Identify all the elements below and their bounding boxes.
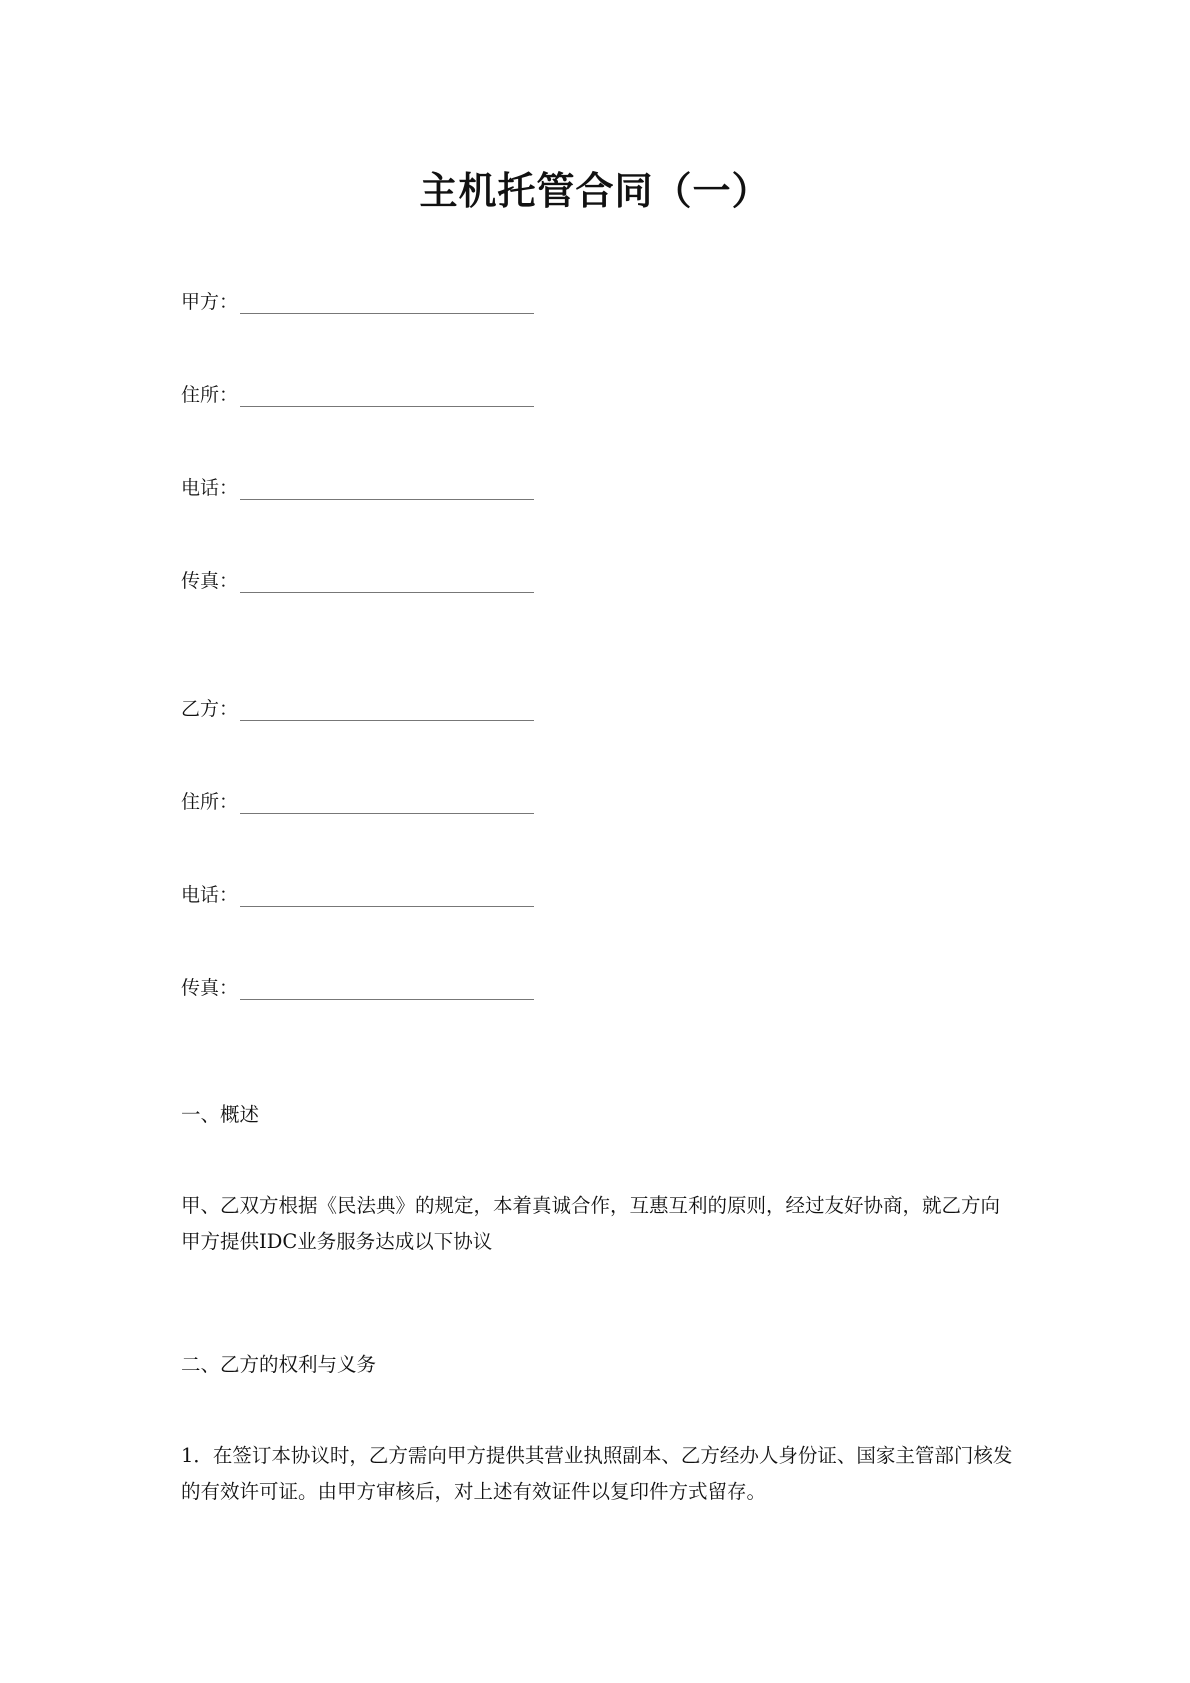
blank-line[interactable] xyxy=(240,481,534,500)
blank-line[interactable] xyxy=(240,295,534,314)
field-label: 乙方： xyxy=(181,698,239,720)
field-label: 住所： xyxy=(181,791,239,813)
blank-line[interactable] xyxy=(240,981,534,1000)
document-title: 主机托管合同（一） xyxy=(419,168,771,213)
section-heading-overview: 一、概述 xyxy=(181,1103,260,1126)
blank-line[interactable] xyxy=(240,574,534,593)
field-label: 传真： xyxy=(181,570,239,592)
field-label: 甲方： xyxy=(181,291,239,313)
party-a-address-field xyxy=(181,380,534,407)
section-paragraph: 1．在签订本协议时，乙方需向甲方提供其营业执照副本、乙方经办人身份证、国家主管部门核发的有效许可证。由甲方审核后，对上述有效证件以复印件方式留存。 xyxy=(181,1444,1013,1503)
blank-line[interactable] xyxy=(240,888,534,907)
field-label: 电话： xyxy=(181,884,239,906)
section-heading-rights-obligations: 二、乙方的权利与义务 xyxy=(181,1353,377,1376)
party-a-name-field xyxy=(181,287,534,314)
blank-line[interactable] xyxy=(240,702,534,721)
party-a-phone-field xyxy=(181,473,534,500)
section-paragraph: 甲、乙双方根据《民法典》的规定，本着真诚合作，互惠互利的原则，经过友好协商，就乙方向甲方提供IDC业务服务达成以下协议 xyxy=(181,1194,1001,1253)
party-b-address-field xyxy=(181,787,534,814)
party-b-fax-field xyxy=(181,973,534,1000)
blank-line[interactable] xyxy=(240,388,534,407)
party-b-name-field xyxy=(181,694,534,721)
field-label: 住所： xyxy=(181,384,239,406)
party-b-phone-field xyxy=(181,880,534,907)
party-a-fax-field xyxy=(181,566,534,593)
blank-line[interactable] xyxy=(240,795,534,814)
field-label: 传真： xyxy=(181,977,239,999)
field-label: 电话： xyxy=(181,477,239,499)
